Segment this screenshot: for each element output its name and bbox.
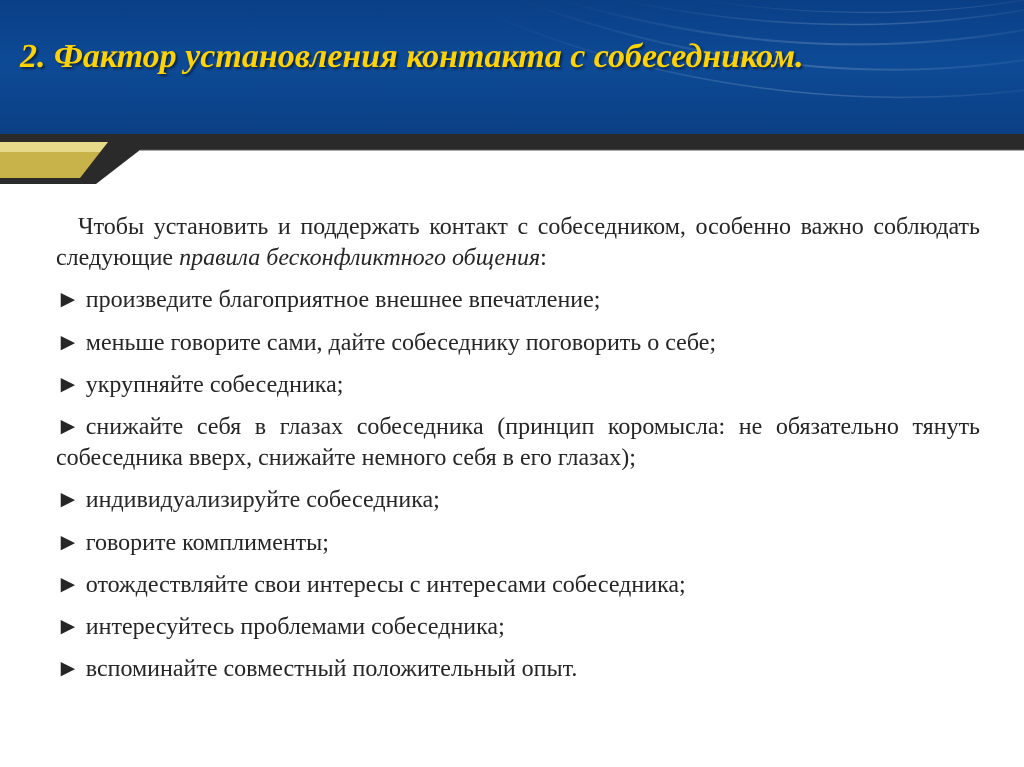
intro-text: Чтобы установить и поддержать контакт с собеседником, особенно важно соблюдать следующие [56, 214, 980, 272]
bullet-text: интересуйтесь проблемами собеседника; [85, 613, 505, 640]
bullet-text: индивидуализируйте собеседника; [85, 487, 440, 514]
slide-title: 2. Фактор установления контакта с собеседником. [20, 38, 804, 75]
list-item [56, 412, 980, 474]
slide-header [0, 0, 1024, 140]
list-item [56, 528, 980, 559]
list-item [56, 570, 980, 601]
bullet-arrow-icon: ► [56, 571, 80, 598]
bullet-text: снижайте себя в глазах собеседника (принцип коромысла: не обязательно тянуть собеседника вверх, снижайте немного себя в его глазах); [56, 413, 980, 472]
bullet-text: укрупняйте собеседника; [85, 371, 344, 398]
bullet-text: меньше говорите сами, дайте собеседнику поговорить о себе; [85, 329, 717, 356]
bullet-text: говорите комплименты; [85, 529, 329, 556]
bullet-arrow-icon: ► [56, 287, 80, 314]
bullet-arrow-icon: ► [56, 371, 80, 398]
list-item [56, 485, 980, 516]
intro-paragraph [56, 212, 980, 274]
bullet-text: отождествляйте свои интересы с интересами собеседника; [85, 571, 686, 598]
bullet-arrow-icon: ► [56, 656, 80, 683]
header-accent-band [0, 134, 1024, 184]
bullet-text: вспоминайте совместный положительный опыт. [85, 656, 578, 683]
slide-body [56, 212, 980, 696]
list-item [56, 654, 980, 685]
bullet-arrow-icon: ► [56, 413, 80, 440]
list-item [56, 370, 980, 401]
intro-end: : [540, 245, 547, 272]
intro-emphasis: правила бесконфликтного общения [179, 245, 541, 272]
bullet-arrow-icon: ► [56, 613, 80, 640]
bullet-list [56, 285, 980, 685]
bullet-arrow-icon: ► [56, 487, 80, 514]
bullet-arrow-icon: ► [56, 529, 80, 556]
bullet-text: произведите благоприятное внешнее впечатление; [85, 287, 601, 314]
list-item [56, 612, 980, 643]
list-item [56, 285, 980, 316]
bullet-arrow-icon: ► [56, 329, 80, 356]
list-item [56, 328, 980, 359]
